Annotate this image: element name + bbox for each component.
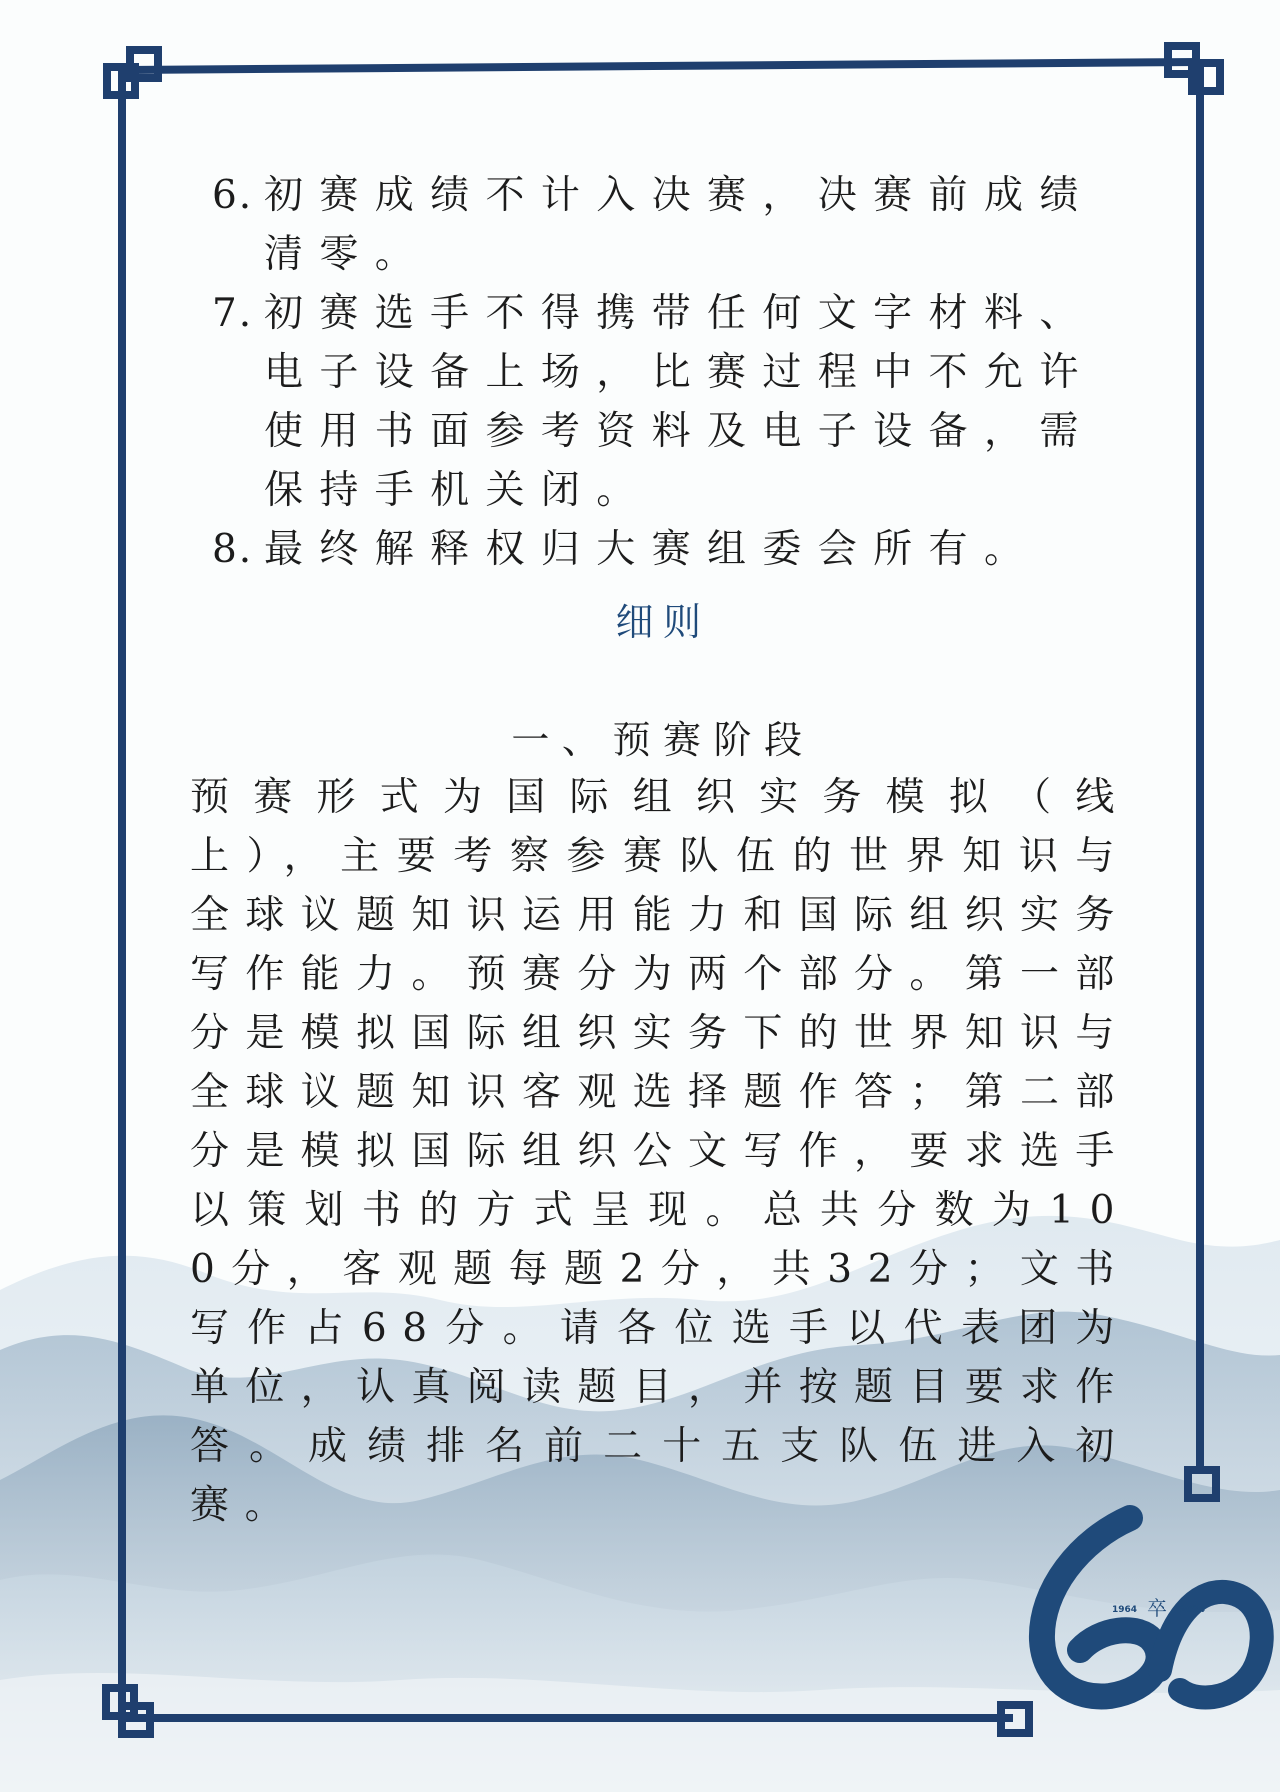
logo-brush-zero	[1160, 1592, 1262, 1698]
rule-item	[212, 520, 1142, 579]
section-body: 预赛形式为国际组织实务模拟（线上），主要考察参赛队伍的世界知识与全球议题知识运用能力和国际组织实务写作能力。预赛分为两个部分。第一部分是模拟国际组织实务下的世界知识与全球议题知识客观选择题作答；第二部分是模拟国际组织公文写作，要求选手以策划书的方式呈现。总共分数为100分，客观题每题2分，共32分；文书写作占68分。请各位选手以代表团为单位，认真阅读题目，并按题目要求作答。成绩排名前二十五支队伍进入初赛。	[190, 775, 1130, 1528]
logo-year-end: 2024	[1180, 1605, 1206, 1615]
rule-text: 初赛成绩不计入决赛，决赛前成绩清零。	[264, 173, 1095, 277]
logo-brush-six	[1042, 1518, 1159, 1697]
logo-year-start: 1964	[1112, 1605, 1138, 1615]
rule-number: 7.	[212, 291, 254, 336]
page-heading: 细则	[615, 600, 711, 644]
rule-item	[212, 166, 1142, 284]
logo-mark: 卒	[1147, 1596, 1167, 1620]
anniversary-logo	[1020, 1500, 1280, 1720]
rules-list	[212, 166, 1142, 579]
rule-text: 最终解释权归大赛组委会所有。	[264, 527, 1040, 572]
rule-text: 初赛选手不得携带任何文字材料、电子设备上场，比赛过程中不允许使用书面参考资料及电子设备，需保持手机关闭。	[264, 291, 1095, 513]
rule-item	[212, 284, 1142, 520]
rule-number: 6.	[212, 173, 254, 218]
section-title: 一、预赛阶段	[511, 718, 815, 762]
rule-number: 8.	[212, 527, 254, 572]
